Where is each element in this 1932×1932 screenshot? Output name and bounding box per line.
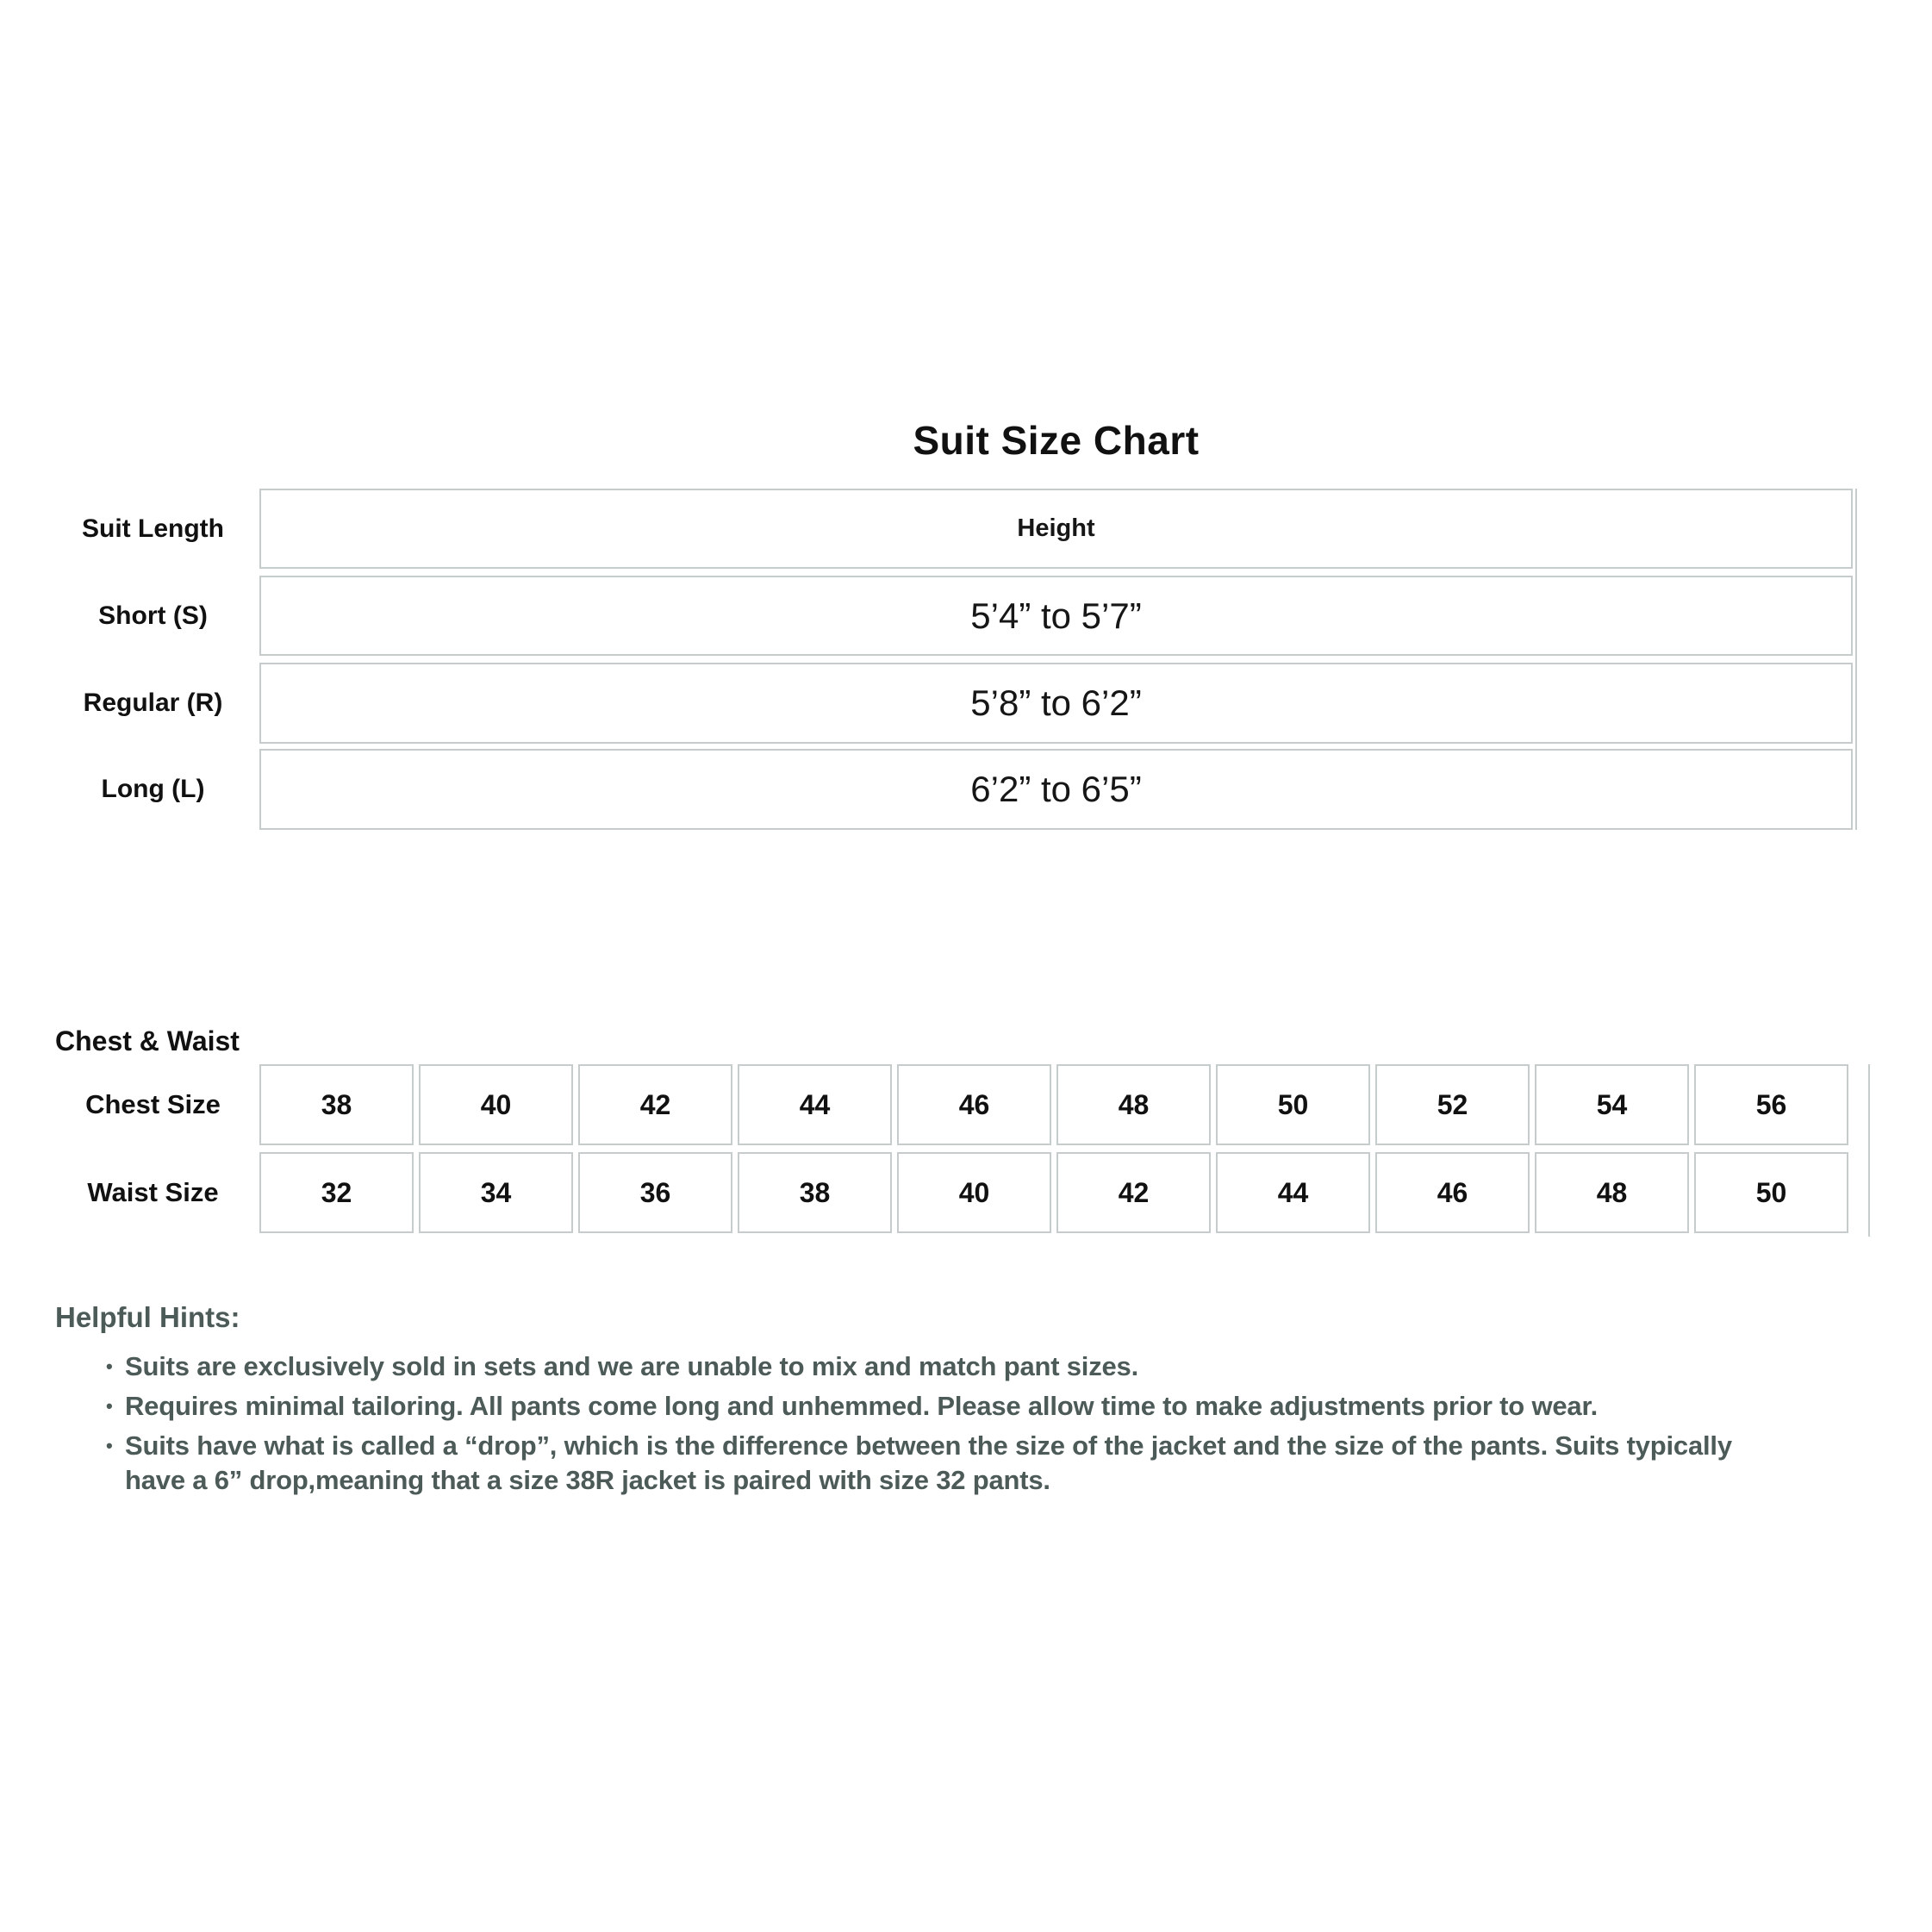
chest-size-cell: 50	[1216, 1064, 1370, 1145]
hint-text	[125, 1429, 1732, 1498]
hint-text	[125, 1389, 1598, 1424]
chest-size-cell: 48	[1056, 1064, 1211, 1145]
chest-size-cell: 40	[419, 1064, 573, 1145]
hint-item	[106, 1429, 1881, 1498]
chest-size-label: Chest Size	[85, 1089, 221, 1119]
height-range-cell-regular: 5’8” to 6’2”	[259, 663, 1853, 744]
waist-size-cell: 32	[259, 1152, 414, 1233]
hint-line: Requires minimal tailoring. All pants come long and unhemmed. Please allow time to make adjustments prior to wear.	[125, 1391, 1599, 1421]
hint-item	[106, 1349, 1881, 1384]
chest-size-cell: 52	[1375, 1064, 1530, 1145]
hint-line: have a 6” drop,meaning that a size 38R jacket is paired with size 32 pants.	[125, 1465, 1050, 1495]
hint-line: Suits have what is called a “drop”, which is the difference between the size of the jacket and the size of the pants. Suits typically	[125, 1430, 1732, 1461]
waist-size-cell: 50	[1694, 1152, 1848, 1233]
chest-size-cell: 42	[578, 1064, 732, 1145]
waist-size-label: Waist Size	[87, 1177, 219, 1207]
suit-length-table-right-border	[1855, 489, 1857, 830]
bullet-icon: •	[106, 1435, 113, 1456]
chest-waist-table-right-border	[1868, 1064, 1870, 1237]
bullet-icon: •	[106, 1395, 113, 1417]
waist-size-cell: 46	[1375, 1152, 1530, 1233]
helpful-hints-heading: Helpful Hints:	[55, 1301, 240, 1333]
row-label-short: Short (S)	[98, 601, 208, 630]
suit-length-label: Suit Length	[82, 514, 224, 543]
helpful-hints-list	[106, 1349, 1881, 1503]
chest-size-cell: 54	[1535, 1064, 1689, 1145]
hint-text	[125, 1349, 1138, 1384]
waist-size-row	[259, 1152, 1848, 1233]
chest-size-cell: 38	[259, 1064, 414, 1145]
waist-size-cell: 36	[578, 1152, 732, 1233]
hint-item	[106, 1389, 1881, 1424]
row-label-regular: Regular (R)	[83, 689, 223, 717]
height-range-cell-short: 5’4” to 5’7”	[259, 576, 1853, 656]
waist-size-cell: 34	[419, 1152, 573, 1233]
height-header-cell: Height	[259, 489, 1853, 569]
chest-waist-heading: Chest & Waist	[55, 1025, 240, 1056]
waist-size-cell: 42	[1056, 1152, 1211, 1233]
waist-size-cell: 38	[738, 1152, 892, 1233]
chest-size-cell: 56	[1694, 1064, 1848, 1145]
waist-size-cell: 44	[1216, 1152, 1370, 1233]
page-title: Suit Size Chart	[913, 418, 1200, 463]
height-range-cell-long: 6’2” to 6’5”	[259, 749, 1853, 830]
chest-size-cell: 44	[738, 1064, 892, 1145]
chest-size-row	[259, 1064, 1848, 1145]
hint-line: Suits are exclusively sold in sets and we are unable to mix and match pant sizes.	[125, 1351, 1138, 1381]
bullet-icon: •	[106, 1356, 113, 1377]
waist-size-cell: 40	[897, 1152, 1051, 1233]
row-label-long: Long (L)	[101, 775, 205, 803]
waist-size-cell: 48	[1535, 1152, 1689, 1233]
chest-size-cell: 46	[897, 1064, 1051, 1145]
